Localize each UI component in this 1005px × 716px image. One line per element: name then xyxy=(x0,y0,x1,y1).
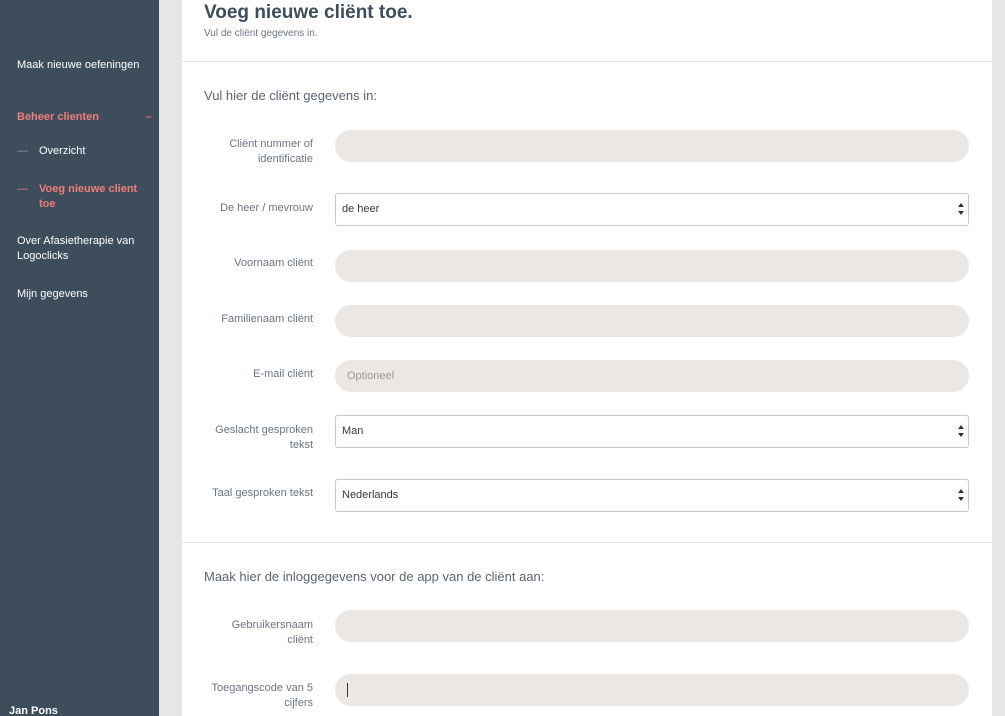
page-subtitle: Vul de cliënt gegevens in. xyxy=(204,28,318,39)
sidebar-item-beheer-clienten[interactable]: Beheer clienten xyxy=(17,111,99,123)
dash-icon: — xyxy=(17,145,28,157)
last-name-input[interactable] xyxy=(335,305,969,337)
email-label: E-mail cliënt xyxy=(253,368,313,380)
voice-gender-label: Geslacht gesproken tekst xyxy=(215,424,313,451)
section-title-client-data: Vul hier de cliënt gegevens in: xyxy=(204,88,377,103)
email-input[interactable]: Optioneel xyxy=(335,360,969,392)
salutation-label: De heer / mevrouw xyxy=(220,202,313,214)
voice-language-label: Taal gesproken tekst xyxy=(212,487,313,499)
select-arrows-icon xyxy=(958,424,964,438)
voice-gender-select[interactable] xyxy=(335,415,969,448)
salutation-value: de heer xyxy=(342,203,380,215)
last-name-label: Familienaam cliënt xyxy=(221,313,313,325)
salutation-select[interactable] xyxy=(335,193,969,226)
main-content xyxy=(182,0,992,716)
select-arrows-icon xyxy=(958,488,964,502)
voice-gender-value: Man xyxy=(342,425,364,437)
voice-language-value: Nederlands xyxy=(342,489,399,501)
page-header xyxy=(182,0,992,62)
sidebar-item-maak-nieuwe-oefeningen[interactable]: Maak nieuwe oefeningen xyxy=(17,59,140,71)
section-title-login-data: Maak hier de inloggegevens voor de app van de cliënt aan: xyxy=(204,569,545,584)
sidebar-subitem-label: Voeg nieuwe client toe xyxy=(39,183,138,210)
dash-icon: — xyxy=(17,183,28,195)
section-divider xyxy=(182,542,992,543)
sidebar xyxy=(0,0,159,716)
sidebar-item-over-afasietherapie[interactable]: Over Afasietherapie van Logoclicks xyxy=(17,235,135,262)
select-arrows-icon xyxy=(958,202,964,216)
user-name[interactable]: Jan Pons xyxy=(9,705,58,716)
client-id-input[interactable] xyxy=(335,130,969,162)
first-name-label: Voornaam cliënt xyxy=(234,257,313,269)
voice-language-select[interactable] xyxy=(335,479,969,512)
username-input[interactable] xyxy=(335,610,969,642)
username-label: Gebruikersnaam cliënt xyxy=(231,619,313,646)
first-name-input[interactable] xyxy=(335,250,969,282)
sidebar-item-mijn-gegevens[interactable]: Mijn gegevens xyxy=(17,288,88,300)
text-caret xyxy=(347,683,348,697)
collapse-icon[interactable]: − xyxy=(145,110,153,124)
access-code-label: Toegangscode van 5 cijfers xyxy=(211,682,313,709)
page-title: Voeg nieuwe cliënt toe. xyxy=(204,2,413,23)
client-id-label: Cliënt nummer of identificatie xyxy=(229,138,313,165)
access-code-input[interactable] xyxy=(335,674,969,706)
sidebar-subitem-label: Overzicht xyxy=(39,145,86,157)
